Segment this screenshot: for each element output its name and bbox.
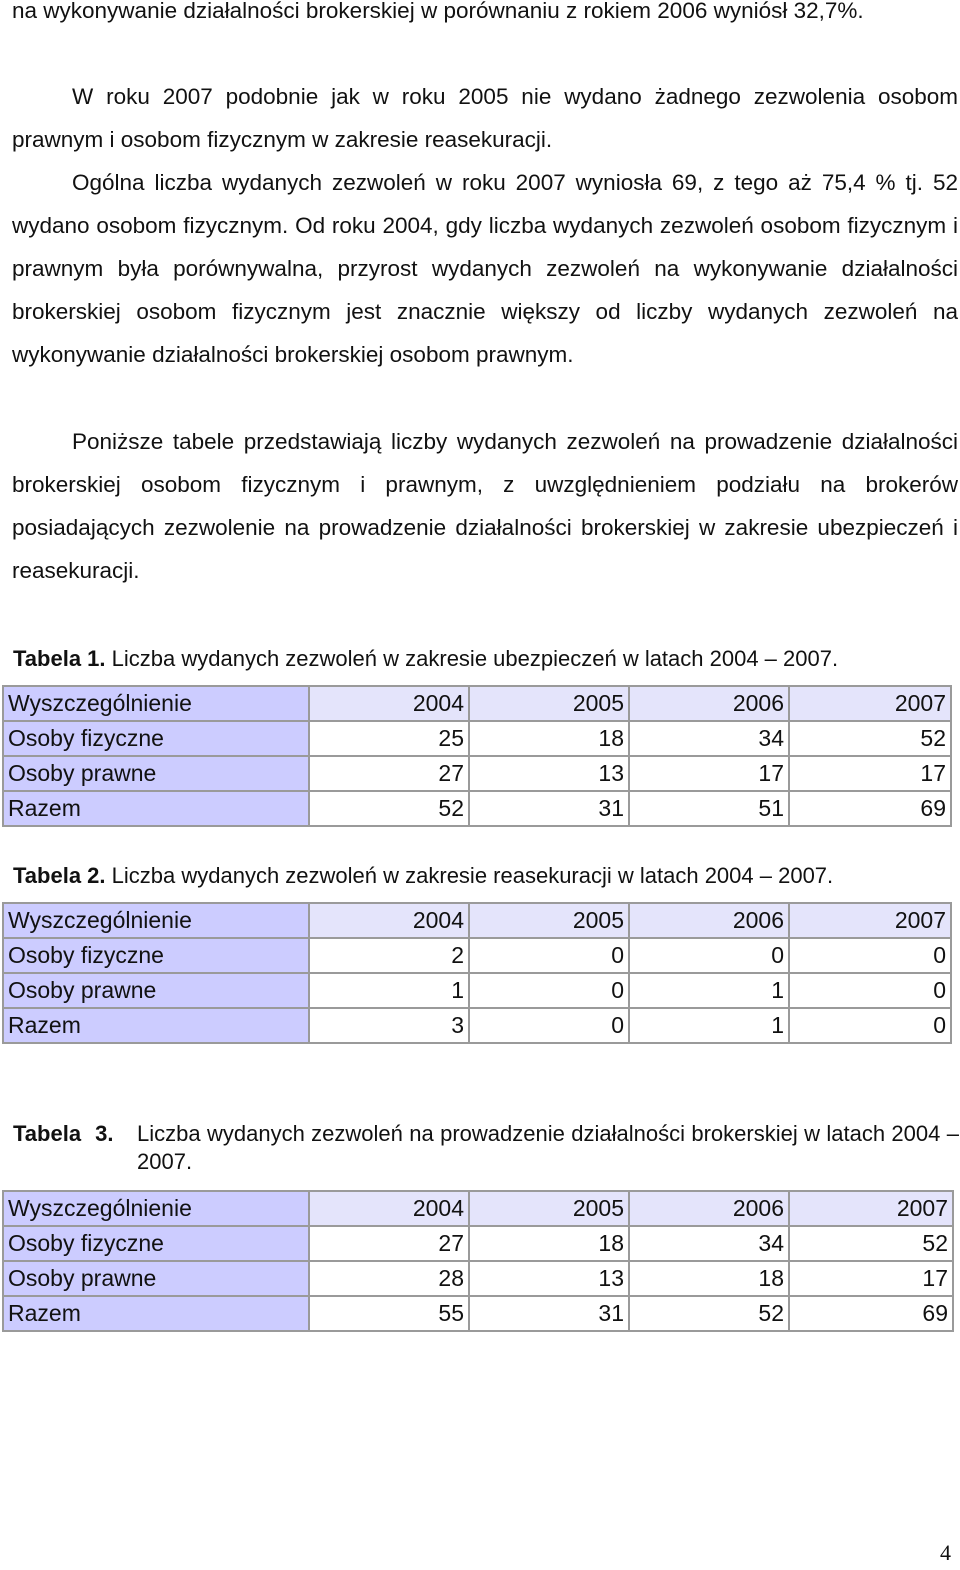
table-cell: 52 [309,791,469,826]
row-label: Osoby prawne [3,973,309,1008]
table-row [3,1008,951,1043]
table-row [3,973,951,1008]
row-label: Razem [3,1296,309,1331]
table-cell: 1 [629,973,789,1008]
table-cell: 13 [469,756,629,791]
table-cell: 31 [469,1296,629,1331]
header-cell: 2006 [629,1191,789,1226]
header-cell: 2007 [789,686,951,721]
table-row [3,938,951,973]
header-cell: 2007 [789,903,951,938]
row-label: Osoby fizyczne [3,721,309,756]
table-cell: 18 [469,721,629,756]
table-cell: 17 [789,756,951,791]
table-2-caption-label: Tabela 2. [13,863,106,888]
header-cell: 2007 [789,1191,953,1226]
row-label: Razem [3,1008,309,1043]
table-cell: 18 [629,1261,789,1296]
row-label: Osoby prawne [3,1261,309,1296]
table-3-caption-text: Liczba wydanych zezwoleń na prowadzenie działalności brokerskiej w latach 2004 – 2007. [137,1121,959,1174]
table-row [3,1226,953,1261]
table-cell: 18 [469,1226,629,1261]
paragraph-reinsurance: W roku 2007 podobnie jak w roku 2005 nie wydano żadnego zezwolenia osobom prawnym i osobom fizycznym w zakresie reasekuracji. [12,84,958,152]
table-3-caption [13,1120,959,1176]
table-1-caption-text: Liczba wydanych zezwoleń w zakresie ubezpieczeń w latach 2004 – 2007. [111,646,839,671]
table-cell: 0 [469,1008,629,1043]
header-cell: 2005 [469,1191,629,1226]
row-label: Osoby fizyczne [3,938,309,973]
header-cell: Wyszczególnienie [3,903,309,938]
header-cell: 2006 [629,903,789,938]
table-cell: 69 [789,791,951,826]
table-header-row [3,686,951,721]
header-cell: Wyszczególnienie [3,686,309,721]
header-cell: 2004 [309,1191,469,1226]
table-row [3,791,951,826]
header-cell: 2004 [309,686,469,721]
table-cell: 34 [629,721,789,756]
table-3-brokerage-permits [2,1190,954,1332]
header-cell: 2005 [469,903,629,938]
table-1-caption [13,645,959,673]
table-cell: 1 [309,973,469,1008]
table-cell: 27 [309,756,469,791]
table-cell: 31 [469,791,629,826]
table-3-caption-label: Tabela 3. [13,1121,114,1146]
row-label: Osoby fizyczne [3,1226,309,1261]
table-cell: 52 [789,721,951,756]
table-cell: 55 [309,1296,469,1331]
table-cell: 34 [629,1226,789,1261]
header-cell: Wyszczególnienie [3,1191,309,1226]
paragraph-total-permits: Ogólna liczba wydanych zezwoleń w roku 2007 wyniosła 69, z tego aż 75,4 % tj. 52 wydano osobom fizycznym. Od roku 2004, gdy liczba wydanych zezwoleń osobom fizycznym i prawnym była porównywalna, przyrost wydanych zezwoleń na wykonywanie działalności brokerskiej osobom fizycznym jest znacznie większy od liczby wydanych zezwoleń na wykonywanie działalności brokerskiej osobom prawnym. [12,170,958,367]
table-cell: 0 [789,1008,951,1043]
table-row [3,1296,953,1331]
table-2-reinsurance-permits [2,902,952,1044]
table-row [3,756,951,791]
paragraph-continuation: na wykonywanie działalności brokerskiej w porównaniu z rokiem 2006 wyniósł 32,7%. [12,0,864,23]
table-row [3,1261,953,1296]
table-header-row [3,903,951,938]
table-row [3,721,951,756]
table-cell: 13 [469,1261,629,1296]
table-cell: 0 [789,973,951,1008]
header-cell: 2004 [309,903,469,938]
table-2-caption [13,862,959,890]
table-cell: 0 [469,938,629,973]
paragraph-tables-intro: Poniższe tabele przedstawiają liczby wydanych zezwoleń na prowadzenie działalności brokerskiej osobom fizycznym i prawnym, z uwzględnieniem podziału na brokerów posiadających zezwolenie na prowadzenie działalności brokerskiej w zakresie ubezpieczeń i reasekuracji. [12,429,958,583]
table-1-insurance-permits [2,685,952,827]
table-header-row [3,1191,953,1226]
table-cell: 0 [629,938,789,973]
table-cell: 28 [309,1261,469,1296]
table-2-caption-text: Liczba wydanych zezwoleń w zakresie reasekuracji w latach 2004 – 2007. [111,863,834,888]
table-1-caption-label: Tabela 1. [13,646,106,671]
table-cell: 52 [789,1226,953,1261]
header-cell: 2005 [469,686,629,721]
table-cell: 17 [629,756,789,791]
table-cell: 1 [629,1008,789,1043]
table-cell: 3 [309,1008,469,1043]
header-cell: 2006 [629,686,789,721]
row-label: Razem [3,791,309,826]
table-cell: 0 [469,973,629,1008]
table-cell: 0 [789,938,951,973]
table-cell: 2 [309,938,469,973]
table-cell: 17 [789,1261,953,1296]
table-cell: 52 [629,1296,789,1331]
table-cell: 51 [629,791,789,826]
page-number: 4 [940,1540,951,1565]
table-cell: 25 [309,721,469,756]
table-cell: 69 [789,1296,953,1331]
row-label: Osoby prawne [3,756,309,791]
table-cell: 27 [309,1226,469,1261]
